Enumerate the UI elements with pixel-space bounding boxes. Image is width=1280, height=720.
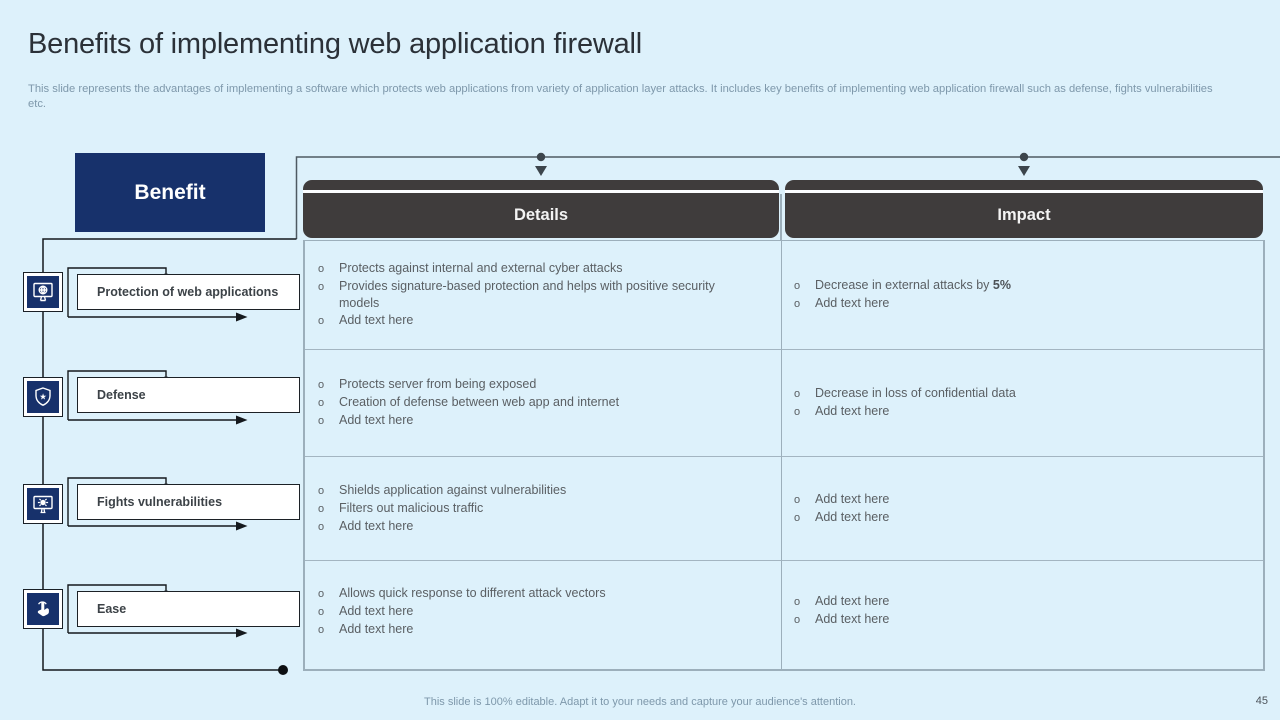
bullet-item: o Allows quick response to different attack vectors	[318, 585, 739, 603]
svg-text:★: ★	[39, 392, 47, 403]
bullet-marker: o	[318, 315, 325, 327]
bullet-item: o Add text here	[794, 403, 1249, 421]
bullet-marker: o	[794, 280, 801, 292]
bullet-item: o Protects against internal and external cyber attacks	[318, 260, 739, 278]
bullet-item: o Decrease in loss of confidential data	[794, 385, 1249, 403]
benefit-label-protection	[77, 274, 300, 310]
bullet-item: o Add text here	[318, 312, 739, 330]
bullet-item: o Add text here	[794, 593, 1249, 611]
highlight-value: 5%	[992, 278, 1011, 292]
benefit-label-text: Ease	[97, 602, 127, 616]
bullet-item: o Shields application against vulnerabilities	[318, 482, 739, 500]
bullet-marker: o	[318, 281, 325, 293]
editable-note: This slide is 100% editable. Adapt it to your needs and capture your audience's attention.	[424, 696, 856, 708]
benefit-label-text: Defense	[97, 388, 146, 402]
impact-cell-row4	[782, 560, 1263, 669]
details-cell-row4	[305, 560, 782, 669]
details-cell-row2	[305, 349, 782, 456]
impact-cell-row1	[782, 241, 1263, 349]
impact-header-label: Impact	[997, 206, 1051, 224]
row2-arrow-icon	[236, 416, 248, 425]
benefit-icon-tile	[23, 272, 63, 312]
bullet-marker: o	[318, 397, 325, 409]
benefit-icon-tile	[23, 589, 63, 629]
monitor-bug-icon	[27, 488, 59, 520]
bullet-item: o Protects server from being exposed	[318, 376, 739, 394]
page-number: 45	[1255, 695, 1268, 707]
bullet-item: o Add text here	[794, 611, 1249, 629]
bullet-item: o Add text here	[318, 518, 739, 536]
bullet-item: o Decrease in external attacks by 5%	[794, 277, 1249, 295]
bullet-marker: o	[318, 484, 325, 497]
bullet-item: o Add text here	[794, 491, 1249, 509]
benefits-table	[303, 240, 1265, 671]
impact-column-header	[785, 180, 1263, 238]
details-header-label: Details	[513, 206, 569, 224]
touch-hand-icon	[27, 593, 59, 625]
benefit-icon-tile	[23, 484, 63, 524]
bullet-marker: o	[318, 263, 325, 275]
bullet-item: o Add text here	[318, 621, 739, 639]
shield-star-icon	[27, 381, 59, 413]
row1-arrow-icon	[236, 313, 248, 322]
bullet-marker: o	[794, 298, 801, 310]
bullet-item: o Provides signature-based protection and helps with positive security models	[318, 279, 715, 310]
impact-cell-row3	[782, 456, 1263, 560]
spine-end-dot	[278, 665, 288, 675]
bullet-item: o Add text here	[318, 412, 739, 430]
bullet-marker: o	[318, 624, 325, 636]
bullet-item: o Add text here	[794, 295, 1249, 313]
bullet-marker: o	[794, 614, 801, 626]
bullet-item: o Add text here	[318, 603, 739, 621]
details-down-arrow-icon	[535, 166, 547, 176]
details-cell-row1	[305, 241, 782, 349]
details-cell-row3	[305, 456, 782, 560]
impact-node-dot	[1020, 153, 1028, 161]
benefit-icon-tile	[23, 377, 63, 417]
bullet-marker: o	[318, 606, 325, 618]
benefit-label-ease	[77, 591, 300, 627]
details-node-dot	[537, 153, 545, 161]
slide-description: This slide represents the advantages of implementing a software which protects web applications from variety of application layer attacks. It includes key benefits of implementing web application firewall such as defense, fights vulnerabilities etc.	[28, 83, 1213, 110]
benefit-label-text: Fights vulnerabilities	[97, 495, 223, 509]
bullet-marker: o	[318, 502, 325, 515]
bullet-marker: o	[794, 596, 801, 608]
bullet-marker: o	[318, 415, 325, 427]
row3-arrow-icon	[236, 522, 248, 531]
row4-arrow-icon	[236, 629, 248, 638]
bullet-marker: o	[318, 520, 325, 533]
impact-cell-row2	[782, 349, 1263, 456]
benefit-header-label: Benefit	[134, 180, 206, 204]
bullet-marker: o	[318, 588, 325, 600]
impact-down-arrow-icon	[1018, 166, 1030, 176]
bullet-marker: o	[794, 406, 801, 418]
bullet-marker: o	[794, 511, 801, 524]
benefit-header-box	[75, 153, 265, 232]
bullet-marker: o	[318, 379, 325, 391]
page-title: Benefits of implementing web application firewall	[28, 28, 643, 60]
bullet-marker: o	[794, 388, 801, 400]
benefit-label-text: Protection of web applications	[97, 285, 279, 299]
benefit-label-fights-vulnerabilities	[77, 484, 300, 520]
header-column-divider	[780, 194, 782, 240]
benefit-label-defense	[77, 377, 300, 413]
bullet-marker: o	[794, 493, 801, 506]
details-column-header	[303, 180, 779, 238]
bullet-item: o Creation of defense between web app and internet	[318, 394, 739, 412]
bullet-item: o Add text here	[794, 509, 1249, 527]
monitor-globe-icon	[27, 276, 59, 308]
bullet-item: o Filters out malicious traffic	[318, 500, 739, 518]
